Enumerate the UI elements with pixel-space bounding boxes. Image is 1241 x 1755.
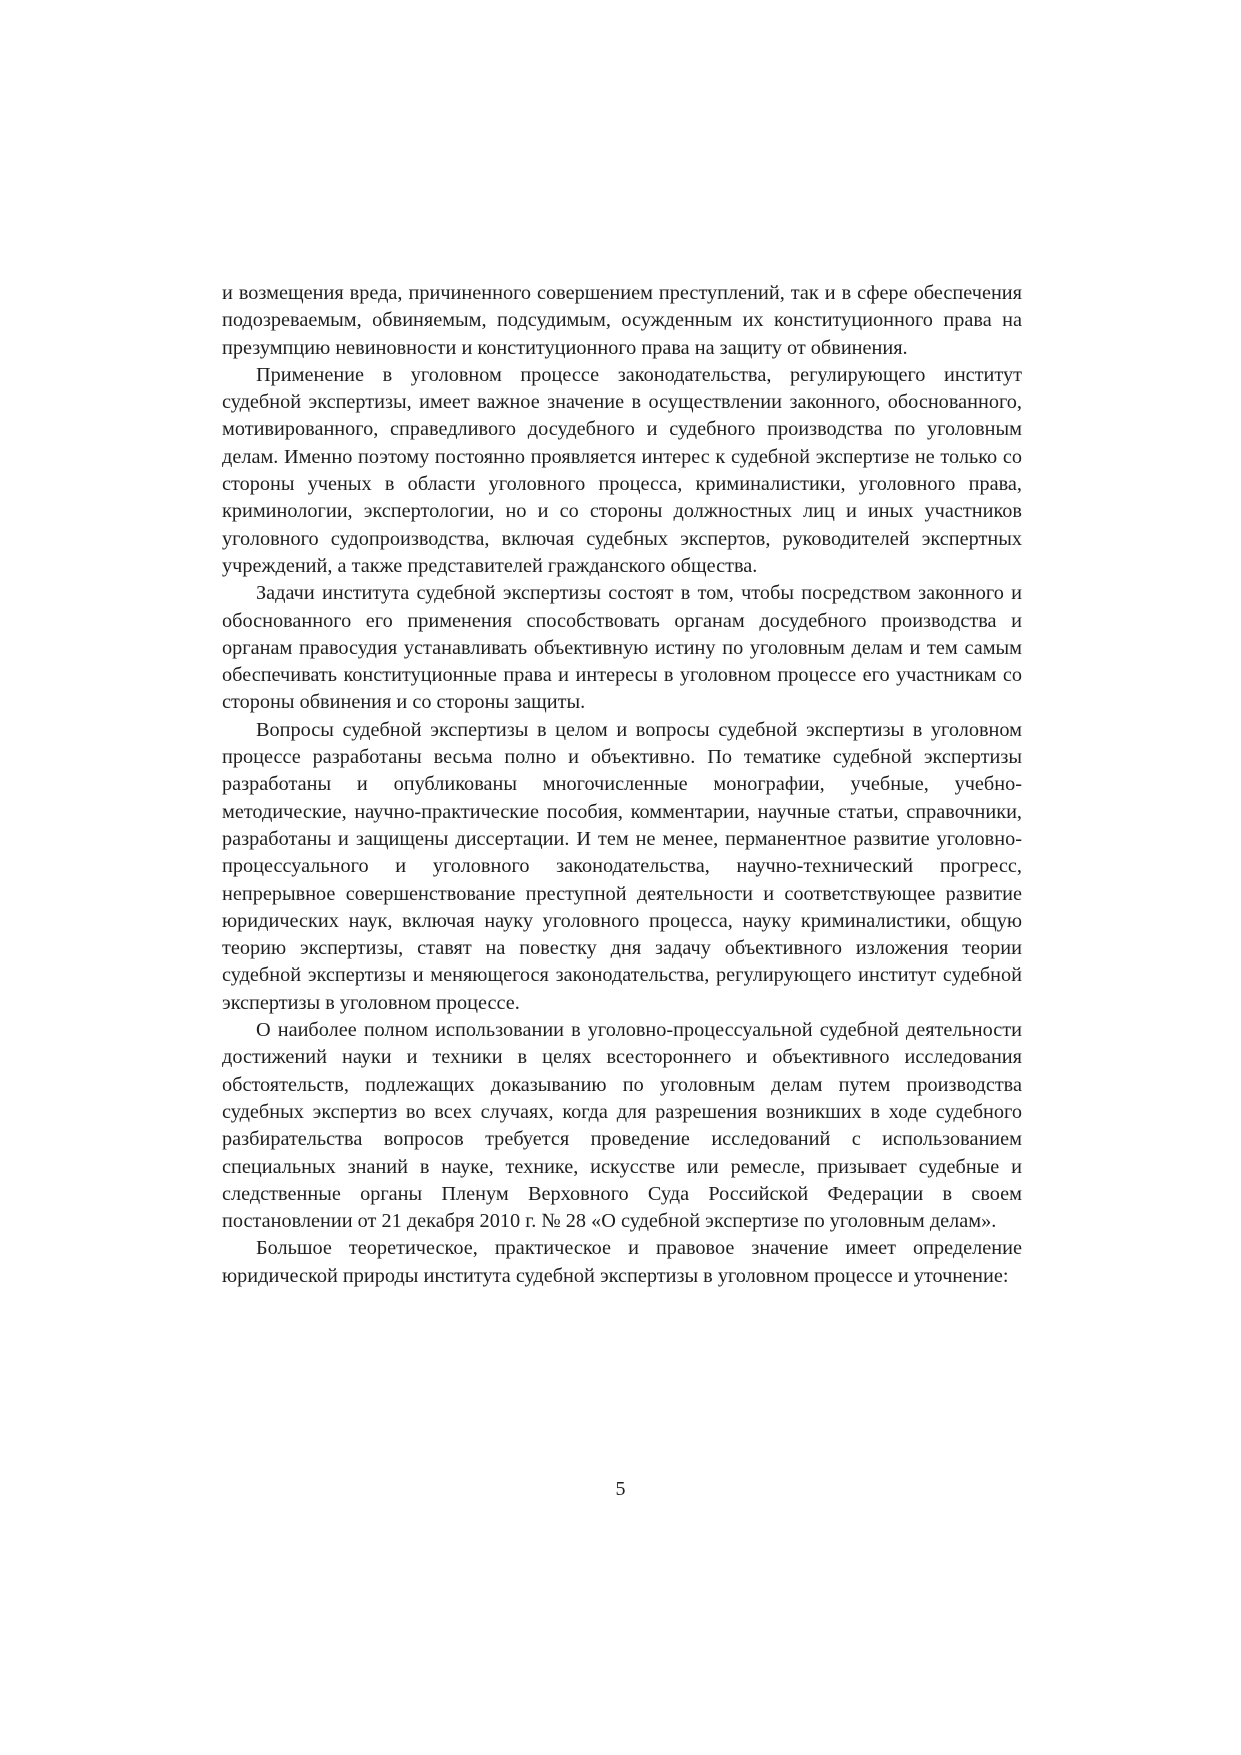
paragraph: Большое теоретическое, практическое и правовое значение имеет определение юридической природы института судебной экспертизы в уголовном процессе и уточнение: xyxy=(222,1237,1022,1287)
page-number: 5 xyxy=(615,1478,626,1500)
paragraph: О наиболее полном использовании в уголовно-процессуальной судебной деятельности достижений науки и техники в целях всестороннего и объективного исследования обстоятельств, подлежащих доказыванию по уголовным делам путем производства судебных экспертиз во всех случаях, когда для разрешения возникших в ходе судебного разбирательства вопросов требуется проведение исследований с использованием специальных знаний в науке, технике, искусстве или ремесле, призывает судебные и следственные органы Пленум Верховного Суда Российской Федерации в своем постановлении от 21 декабря 2010 г. № 28 «О судебной экспертизе по уголовным делам». xyxy=(222,1019,1022,1233)
paragraph: Применение в уголовном процессе законодательства, регулирующего институт судебной экспертизы, имеет важное значение в осуществлении законного, обоснованного, мотивированного, справедливого досудебного и судебного производства по уголовным делам. Именно поэтому постоянно проявляется интерес к судебной экспертизе не только со стороны ученых в области уголовного процесса, криминалистики, уголовного права, криминологии, экспертологии, но и со стороны должностных лиц и иных участников уголовного судопроизводства, включая судебных экспертов, руководителей экспертных учреждений, а также представителей гражданского общества. xyxy=(222,363,1022,577)
body-text xyxy=(222,280,1022,1290)
paragraph: Вопросы судебной экспертизы в целом и вопросы судебной экспертизы в уголовном процессе разработаны весьма полно и объективно. По тематике судебной экспертизы разработаны и опубликованы многочисленные монографии, учебные, учебно-методические, научно-практические пособия, комментарии, научные статьи, справочники, разработаны и защищены диссертации. И тем не менее, перманентное развитие уголовно-процессуального и уголовного законодательства, научно-технический прогресс, непрерывное совершенствование преступной деятельности и соответствующее развитие юридических наук, включая науку уголовного процесса, науку криминалистики, общую теорию экспертизы, ставят на повестку дня задачу объективного изложения теории судебной экспертизы и меняющегося законодательства, регулирующего институт судебной экспертизы в уголовном процессе. xyxy=(222,718,1022,1014)
paragraph-continuation: и возмещения вреда, причиненного совершением преступлений, так и в сфере обеспечения подозреваемым, обвиняемым, подсудимым, осужденным их конституционного права на презумпцию невиновности и конституционного права на защиту от обвинения. xyxy=(222,282,1022,359)
paragraph: Задачи института судебной экспертизы состоят в том, чтобы посредством законного и обоснованного его применения способствовать органам досудебного производства и органам правосудия устанавливать объективную истину по уголовным делам и тем самым обеспечивать конституционные права и интересы в уголовном процессе его участникам со стороны обвинения и со стороны защиты. xyxy=(222,582,1022,714)
